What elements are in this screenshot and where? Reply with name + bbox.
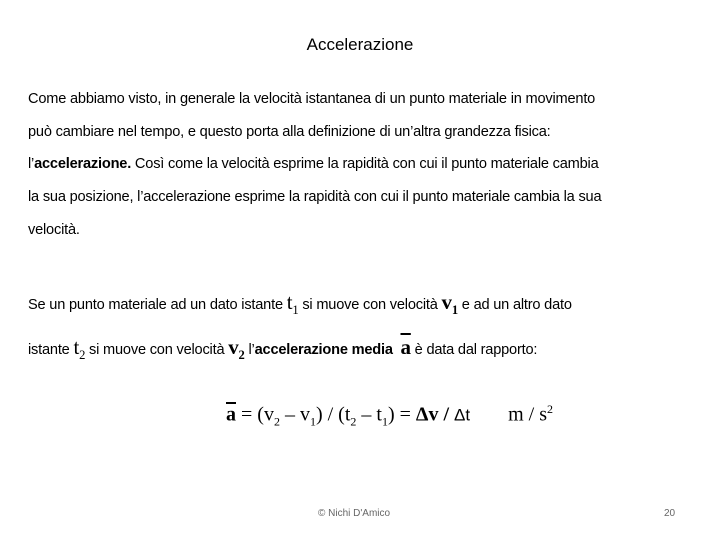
text: istante	[28, 342, 74, 358]
sub: 2	[350, 414, 357, 429]
a-bar: $\overline{a}$	[226, 403, 236, 426]
slide-title: Accelerazione	[306, 35, 414, 54]
text: ) / (t	[315, 403, 351, 426]
v: v	[441, 290, 452, 314]
text: si muove con velocità	[298, 297, 442, 313]
sub: 1	[451, 303, 458, 318]
unit: m / s	[508, 403, 548, 426]
v2-symbol	[228, 335, 245, 363]
text: – t	[356, 403, 382, 426]
paragraph-line: Come abbiamo visto, in generale la velocità istantanea di un punto materiale in movimento	[28, 91, 596, 107]
sub: 2	[273, 414, 280, 429]
text: = (v	[236, 403, 274, 426]
text: si muove con velocità	[85, 342, 229, 358]
t: t	[73, 335, 80, 359]
footer-author: © Nichi D'Amico	[318, 508, 391, 519]
paragraph-line	[28, 335, 537, 363]
delta-t: Δt	[454, 405, 471, 425]
paragraph-line: la sua posizione, l’accelerazione esprime la rapidità con cui il punto materiale cambia la sua	[28, 189, 602, 205]
text: /	[438, 403, 455, 426]
t2-symbol	[73, 335, 86, 363]
paragraph-line	[28, 290, 572, 318]
bold-term: accelerazione.	[34, 156, 132, 172]
delta-v: Δv	[415, 403, 439, 426]
sub: 1	[292, 303, 299, 318]
v1-symbol	[441, 290, 458, 318]
bold-term: accelerazione media	[254, 342, 393, 358]
paragraph-line	[28, 156, 599, 172]
text: Se un punto materiale ad un dato istante	[28, 297, 287, 313]
paragraph-line: velocità.	[28, 222, 80, 238]
t: t	[286, 290, 293, 314]
text: – v	[279, 403, 310, 426]
text: l’	[244, 342, 255, 358]
sup: 2	[547, 402, 554, 416]
t1-symbol	[286, 290, 299, 318]
sub: 2	[238, 348, 245, 363]
page-number: 20	[664, 508, 676, 519]
sub: 2	[79, 348, 86, 363]
formula	[226, 402, 553, 430]
text: è data dal rapporto:	[410, 342, 538, 358]
sub: 1	[381, 414, 388, 429]
v: v	[228, 335, 239, 359]
paragraph-line: può cambiare nel tempo, e questo porta alla definizione di un’altra grandezza fisica:	[28, 124, 551, 140]
sub: 1	[309, 414, 316, 429]
text: l’	[28, 156, 35, 172]
text: ) =	[387, 403, 416, 426]
text: Così come la velocità esprime la rapidità con cui il punto materiale cambia	[131, 156, 599, 172]
text: e ad un altro dato	[457, 297, 572, 313]
a-bar-symbol: $\overline{a}$	[400, 335, 411, 359]
